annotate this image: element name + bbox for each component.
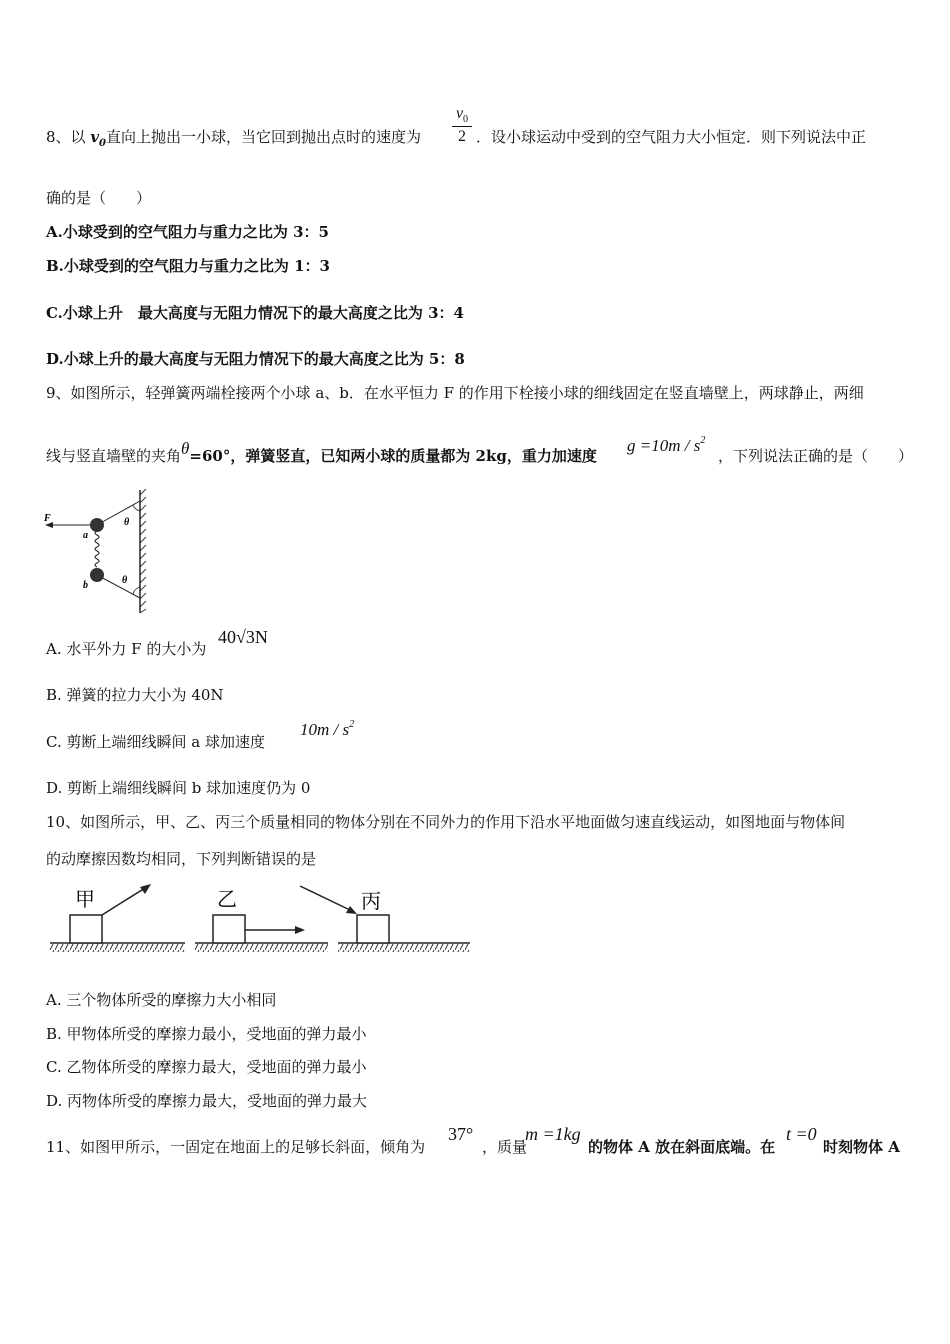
q9-option-b: B. 弹簧的拉力大小为 40N <box>46 686 224 704</box>
q9-option-a-math: 40√3N <box>218 627 268 647</box>
q10-option-d: D. 丙物体所受的摩擦力最大，受地面的弹力最大 <box>46 1092 368 1110</box>
q11-line1-b: ，质量 <box>482 1138 528 1156</box>
label-yi: 乙 <box>217 887 237 911</box>
q8-line1-end: ．设小球运动中受到的空气阻力大小恒定．则下列说法中正 <box>476 128 867 146</box>
q10-option-c: C. 乙物体所受的摩擦力最大，受地面的弹力最小 <box>46 1058 367 1076</box>
q11-time: t =0 <box>786 1124 817 1144</box>
theta-symbol: θ <box>181 439 190 458</box>
gravity-expression: $g =10m / s^2$ <box>627 435 706 455</box>
q11-line1-c: 的物体 A 放在斜面底端。在 <box>588 1138 776 1156</box>
q8-option-c: C.小球上升 最大高度与无阻力情况下的最大高度之比为 3：4 <box>46 304 464 322</box>
label-theta-top: θ <box>124 517 130 528</box>
q11-mass: m =1kg <box>525 1124 581 1144</box>
label-jia: 甲 <box>75 887 95 911</box>
q9-option-d: D. 剪断上端细线瞬间 b 球加速度仍为 0 <box>46 779 311 797</box>
q8-line2: 确的是（ ） <box>46 189 152 207</box>
q11-line1-d: 时刻物体 A <box>823 1138 900 1156</box>
q8-line1: 8、以 $v_0$直向上抛出一小球，当它回到抛出点时的速度为 <box>46 128 422 149</box>
label-F: F <box>44 513 51 524</box>
q9-line2: 线与竖直墙壁的夹角θ=60°，弹簧竖直，已知两小球的质量都为 2kg，重力加速度 <box>46 439 597 465</box>
q8-option-b: B.小球受到的空气阻力与重力之比为 1：3 <box>46 257 330 275</box>
q8-option-d: D.小球上升的最大高度与无阻力情况下的最大高度之比为 5：8 <box>46 350 465 368</box>
q10-option-b: B. 甲物体所受的摩擦力最小，受地面的弹力最小 <box>46 1025 367 1043</box>
q9-line1: 9、如图所示，轻弹簧两端栓接两个小球 a、b．在水平恒力 F 的作用下栓接小球的细线固定在竖直墙壁上，两球静止，两细 <box>46 384 864 402</box>
v0-symbol: v <box>90 128 100 146</box>
q8-option-a: A.小球受到的空气阻力与重力之比为 3：5 <box>46 223 329 241</box>
label-b: b <box>83 580 88 591</box>
q10-line2: 的动摩擦因数均相同，下列判断错误的是 <box>46 850 317 868</box>
q10-option-a: A. 三个物体所受的摩擦力大小相同 <box>46 991 277 1009</box>
q9-option-c: C. 剪断上端细线瞬间 a 球加速度 <box>46 733 265 751</box>
label-theta-bottom: θ <box>122 575 128 586</box>
label-bing: 丙 <box>361 889 381 913</box>
three-blocks-figure <box>45 878 475 960</box>
spring-balls-wall-figure <box>40 485 160 620</box>
q10-line1: 10、如图所示，甲、乙、丙三个质量相同的物体分别在不同外力的作用下沿水平地面做匀速直线运动，如图地面与物体间 <box>46 813 846 831</box>
q11-line1: 11、如图甲所示，一固定在地面上的足够长斜面，倾角为 <box>46 1138 426 1156</box>
q9-option-c-math: $10m / s^2$ <box>300 719 355 739</box>
q9-option-a: A. 水平外力 F 的大小为 <box>46 640 207 658</box>
q8-fraction: $v_0$ 2 <box>452 105 472 146</box>
q9-line2-end: ，下列说法正确的是（ ） <box>718 447 914 465</box>
label-a: a <box>83 530 88 541</box>
q11-angle: 37° <box>448 1124 474 1144</box>
